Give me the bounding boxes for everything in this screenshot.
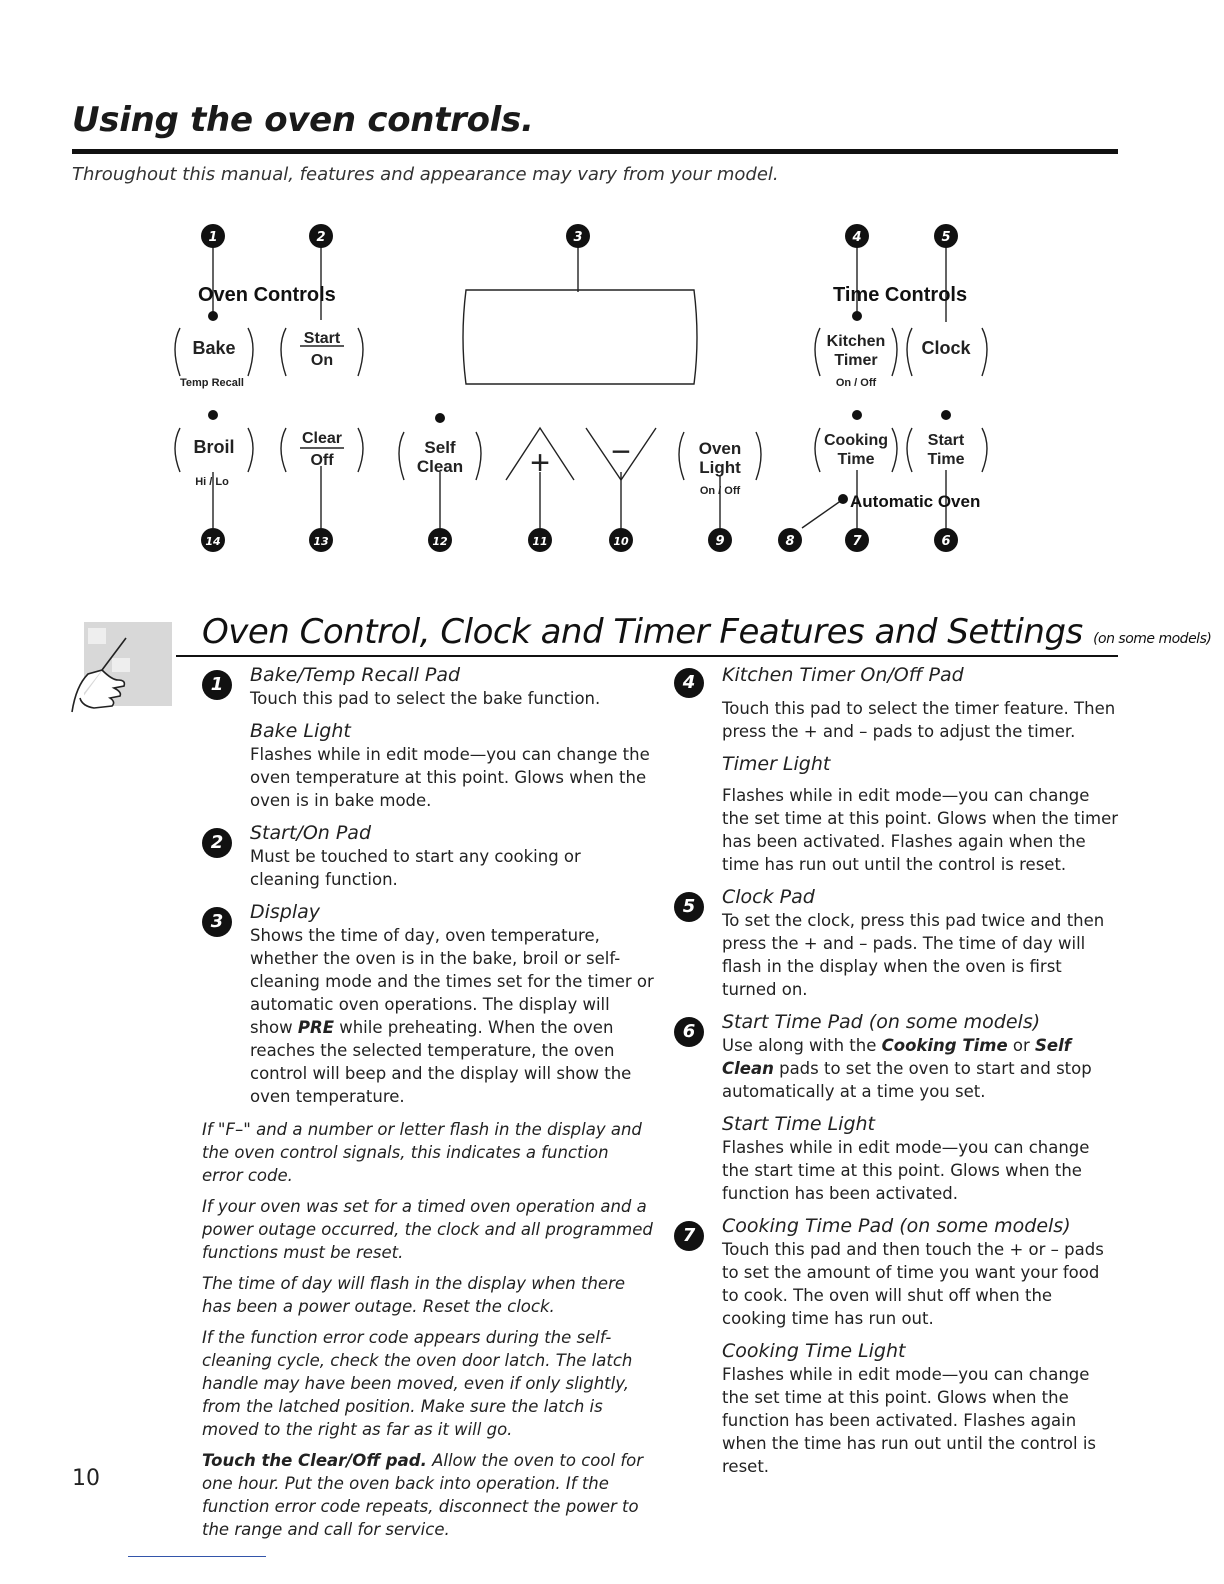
bake-pad-sublabel: Temp Recall bbox=[180, 377, 244, 389]
note-1: If "F–" and a number or letter flash in the display and the oven control signals, this indicates a function error code. bbox=[202, 1120, 642, 1185]
badge-5: 5 bbox=[674, 892, 704, 922]
cooking-time-pad-top[interactable]: Cooking bbox=[824, 432, 888, 449]
control-panel-diagram bbox=[0, 210, 1224, 570]
note-2: If your oven was set for a timed oven operation and a power outage occurred, the clock and all programmed functions must be reset. bbox=[202, 1197, 653, 1262]
badge-6: 6 bbox=[674, 1017, 704, 1047]
callout-3: 3 bbox=[573, 230, 583, 245]
item4-subbody: Flashes while in edit mode—you can change the set time at this point. Glows when the timer has been activated. Flashes again when the time has run out until the control is reset. bbox=[722, 786, 1119, 874]
item2-body: Must be touched to start any cooking or cleaning function. bbox=[250, 847, 581, 889]
pre-label: PRE bbox=[297, 1018, 334, 1037]
callout-5: 5 bbox=[941, 230, 951, 245]
note-5: Touch the Clear/Off pad. Allow the oven to cool for one hour. Put the oven back into operation. If the function error code repeats, disconnect the power to the range and call for service. bbox=[202, 1451, 644, 1539]
item6-head: Start Time Pad (on some models) bbox=[722, 1011, 1041, 1033]
note-3: The time of day will flash in the display when there has been a power outage. Reset the clock. bbox=[202, 1274, 626, 1316]
broil-pad-sublabel: Hi / Lo bbox=[195, 476, 229, 488]
page-title: Using the oven controls. bbox=[72, 100, 534, 140]
self-clean-pad-bottom[interactable]: Clean bbox=[416, 457, 464, 476]
callout-7: 7 bbox=[852, 534, 862, 549]
oven-light-pad-bottom[interactable]: Light bbox=[699, 458, 741, 477]
item4-subhead: Timer Light bbox=[722, 753, 831, 775]
item7-subbody: Flashes while in edit mode—you can change the set time at this point. Glows when the function has been activated. Flashes again when the time has run out until the control is reset. bbox=[722, 1365, 1097, 1476]
footer-rule bbox=[128, 1556, 266, 1557]
item5-body: To set the clock, press this pad twice and then press the + and – pads. The time of day will flash in the display when the oven is first turned on. bbox=[722, 911, 1105, 999]
bake-pad[interactable]: Bake bbox=[192, 338, 236, 358]
clear-off-pad-top[interactable]: Clear bbox=[301, 430, 343, 447]
item1-body: Touch this pad to select the bake function. bbox=[250, 689, 601, 708]
item3-body: Shows the time of day, oven temperature, whether the oven is in the bake, broil or self-cleaning mode and the times set for the timer or automatic oven operations. The display will show PRE while preheating. When the oven reaches the selected temperature, the oven control will beep and the display will show the oven temperature. bbox=[250, 926, 654, 1106]
cooking-time-pad-bottom[interactable]: Time bbox=[837, 451, 875, 468]
callout-14: 14 bbox=[205, 535, 221, 548]
kitchen-timer-pad-bottom[interactable]: Timer bbox=[834, 352, 878, 369]
callout-4: 4 bbox=[852, 230, 862, 245]
item7-head: Cooking Time Pad (on some models) bbox=[722, 1215, 1071, 1237]
section-rule bbox=[176, 655, 1118, 657]
plus-pad[interactable]: + bbox=[530, 444, 550, 482]
hand-pointer-icon bbox=[66, 618, 176, 718]
item5-head: Clock Pad bbox=[722, 886, 815, 908]
item1-subbody: Flashes while in edit mode—you can change the oven temperature at this point. Glows when the oven is in bake mode. bbox=[250, 745, 650, 810]
right-column bbox=[674, 664, 1120, 1478]
automatic-oven-label: Automatic Oven bbox=[850, 492, 981, 511]
item4-body: Touch this pad to select the timer feature. Then press the + and – pads to adjust the timer. bbox=[722, 699, 1116, 741]
time-controls-label: Time Controls bbox=[833, 284, 968, 306]
section-title-note: (on some models) bbox=[1093, 631, 1212, 647]
callout-6: 6 bbox=[941, 534, 951, 549]
badge-1: 1 bbox=[202, 670, 232, 700]
badge-7: 7 bbox=[674, 1221, 704, 1251]
self-clean-pad-top[interactable]: Self bbox=[424, 438, 456, 457]
callout-8: 8 bbox=[785, 534, 795, 549]
item6-subbody: Flashes while in edit mode—you can change the start time at this point. Glows when the function has been activated. bbox=[722, 1138, 1090, 1203]
broil-pad[interactable]: Broil bbox=[193, 437, 235, 457]
oven-light-pad-top[interactable]: Oven bbox=[698, 439, 742, 458]
item2-head: Start/On Pad bbox=[250, 822, 372, 844]
clear-off-pad-bottom[interactable]: Off bbox=[310, 452, 334, 469]
item6-subhead: Start Time Light bbox=[722, 1113, 875, 1135]
title-rule bbox=[72, 149, 1118, 154]
minus-pad[interactable]: − bbox=[611, 433, 631, 471]
callout-11: 11 bbox=[532, 535, 548, 548]
kitchen-timer-sublabel: On / Off bbox=[835, 377, 877, 389]
item7-subhead: Cooking Time Light bbox=[722, 1340, 906, 1362]
section-title: Oven Control, Clock and Timer Features and Settings (on some models) bbox=[202, 612, 1212, 652]
start-on-pad-top[interactable]: Start bbox=[303, 330, 341, 347]
start-time-pad-bottom[interactable]: Time bbox=[927, 451, 965, 468]
clock-pad[interactable]: Clock bbox=[921, 338, 971, 358]
item6-body: Use along with the Cooking Time or Self Clean pads to set the oven to start and stop automatically at a time you set. bbox=[722, 1036, 1092, 1101]
start-time-pad-top[interactable]: Start bbox=[927, 432, 965, 449]
callout-9: 9 bbox=[715, 534, 725, 549]
page-subtitle: Throughout this manual, features and appearance may vary from your model. bbox=[72, 164, 779, 185]
callout-12: 12 bbox=[432, 535, 448, 548]
left-column bbox=[202, 664, 654, 1541]
item1-head: Bake/Temp Recall Pad bbox=[250, 664, 461, 686]
callout-2: 2 bbox=[316, 230, 326, 245]
item7-body: Touch this pad and then touch the + or – pads to set the amount of time you want your food to cook. The oven will shut off when the cooking time has run out. bbox=[722, 1240, 1104, 1328]
start-on-pad-bottom[interactable]: On bbox=[310, 352, 334, 369]
note-4: If the function error code appears during the self-cleaning cycle, check the oven door latch. The latch handle may have been moved, even if only slightly, from the latched position. Make sure the latch is moved to the right as far as it will go. bbox=[202, 1328, 633, 1439]
item4-head: Kitchen Timer On/Off Pad bbox=[722, 664, 964, 686]
page-number: 10 bbox=[72, 1466, 100, 1491]
callout-13: 13 bbox=[313, 535, 329, 548]
item1-subhead: Bake Light bbox=[250, 720, 351, 742]
badge-3: 3 bbox=[202, 907, 232, 937]
oven-light-sublabel: On / Off bbox=[699, 485, 741, 497]
oven-controls-label: Oven Controls bbox=[198, 284, 336, 306]
item3-head: Display bbox=[250, 901, 321, 923]
callout-1: 1 bbox=[208, 230, 218, 245]
badge-4: 4 bbox=[674, 668, 704, 698]
callout-10: 10 bbox=[613, 535, 629, 548]
badge-2: 2 bbox=[202, 828, 232, 858]
kitchen-timer-pad-top[interactable]: Kitchen bbox=[826, 333, 886, 350]
